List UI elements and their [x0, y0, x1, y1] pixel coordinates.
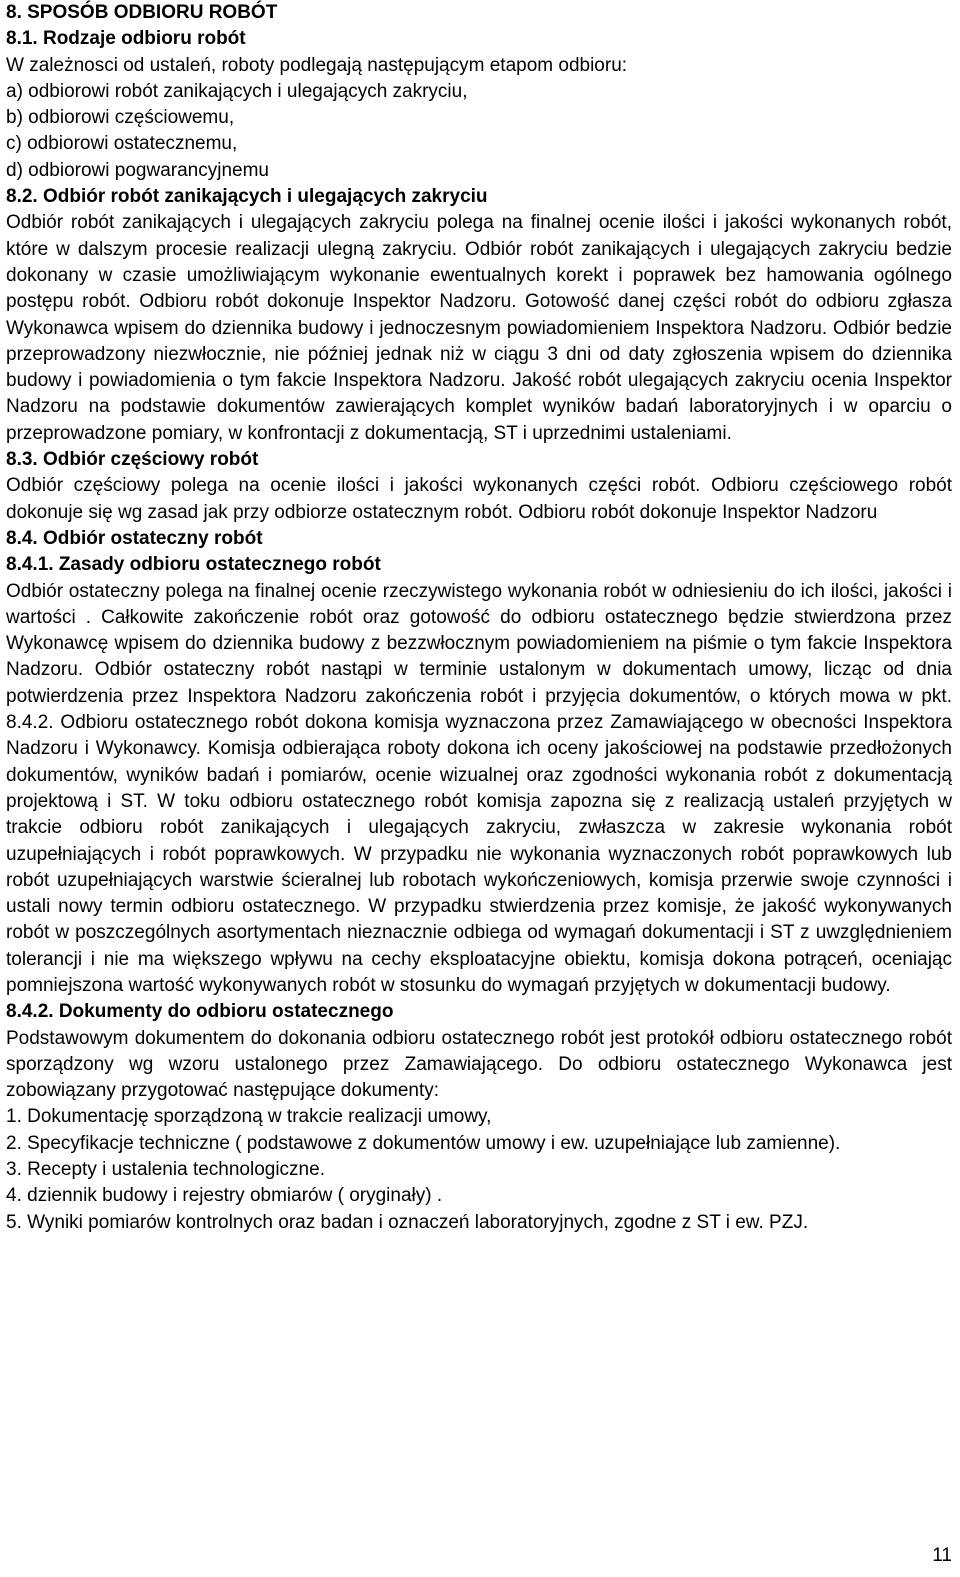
list-item: 4. dziennik budowy i rejestry obmiarów ( oryginały) .	[6, 1185, 443, 1207]
section-8-4-1-body: Odbiór ostateczny polega na finalnej ocenie rzeczywistego wykonania robót w odniesieniu do ich ilości, jakości i wartości . Całkowite zakończenie robót oraz gotowość do odbioru ostatecznego będzie stwierdzona przez Wykonawcę wpisem do dziennika budowy z bezzwłocznym powiadomieniem na piśmie o tym fakcie Inspektora Nadzoru. Odbiór ostateczny robót nastąpi w terminie ustalonym w dokumentach umowy, licząc od dnia potwierdzenia przez Inspektora Nadzoru zakończenia robót i przyjęcia dokumentów, o których mowa w pkt. 8.4.2. Odbioru ostatecznego robót dokona komisja wyznaczona przez Zamawiającego w obecności Inspektora Nadzoru i Wykonawcy. Komisja odbierająca roboty dokona ich oceny jakościowej na podstawie przedłożonych dokumentów, wyników badań i pomiarów, ocenie wizualnej oraz zgodności wykonania robót z dokumentacją projektową i ST. W toku odbioru ostatecznego robót komisja zapozna się z realizacją ustaleń przyjętych w trakcie odbioru robót zanikających i ulegających zakryciu, zwłaszcza w zakresie wykonania robót uzupełniających i robót poprawkowych. W przypadku nie wykonania wyznaczonych robót poprawkowych lub robót uzupełniających warstwie ścieralnej lub robotach wykończeniowych, komisja przerwie swoje czynności i ustali nowy termin odbioru ostatecznego. W przypadku stwierdzenia przez komisje, że jakość wykonywanych robót w poszczególnych asortymentach nieznacznie odbiega od wymagań dokumentacji i ST z uwzględnieniem tolerancji i nie ma większego wpływu na cechy eksploatacyjne obiektu, komisja dokona potrąceń, oceniając pomniejszona wartość wykonywanych robót w stosunku do wymagań przyjętych w dokumentacji budowy.	[6, 580, 952, 996]
section-number: 8.3.	[6, 449, 38, 471]
list-item: b) odbiorowi częściowemu,	[6, 107, 235, 129]
section-8-4-1-heading	[6, 552, 952, 578]
section-number: 8.2.	[6, 186, 38, 208]
list-item: c) odbiorowi ostatecznemu,	[6, 133, 238, 155]
section-number: 8.4.2.	[6, 1001, 54, 1023]
section-title: Odbiór częściowy robót	[42, 449, 259, 471]
list-item: 1. Dokumentację sporządzoną w trakcie realizacji umowy,	[6, 1106, 492, 1128]
document-page	[6, 0, 952, 1236]
section-8-4-2-heading	[6, 999, 952, 1025]
section-title: Dokumenty do odbioru ostatecznego	[58, 1001, 394, 1023]
section-8-3-body: Odbiór częściowy polega na ocenie ilości i jakości wykonanych części robót. Odbioru częściowego robót dokonuje się wg zasad jak przy odbiorze ostatecznym robót. Odbioru robót dokonuje Inspektor Nadzoru	[6, 475, 952, 523]
section-number: 8.4.1.	[6, 554, 54, 576]
section-title: Odbiór ostateczny robót	[42, 527, 263, 549]
section-8-heading: 8. SPOSÓB ODBIORU ROBÓT	[6, 2, 278, 23]
intro-text: W zależnosci od ustaleń, roboty podlegają następującym etapom odbioru:	[6, 54, 628, 76]
list-item: 5. Wyniki pomiarów kontrolnych oraz badan i oznaczeń laboratoryjnych, zgodne z ST i ew. PZJ.	[6, 1211, 809, 1233]
section-title: Odbiór robót zanikających i ulegających zakryciu	[42, 186, 488, 208]
list-item: 2. Specyfikacje techniczne ( podstawowe z dokumentów umowy i ew. uzupełniające lub zamienne).	[6, 1132, 841, 1154]
list-item: a) odbiorowi robót zanikających i ulegających zakryciu,	[6, 80, 468, 102]
section-8-1-heading: 8.1. Rodzaje odbioru robót	[6, 28, 246, 50]
section-title: Zasady odbioru ostatecznego robót	[58, 554, 381, 576]
section-8-2-heading	[6, 184, 952, 210]
page-number: 11	[932, 1545, 952, 1566]
list-item: d) odbiorowi pogwarancyjnemu	[6, 159, 269, 181]
section-number: 8.4.	[6, 527, 38, 549]
section-8-4-2-body: Podstawowym dokumentem do dokonania odbioru ostatecznego robót jest protokół odbioru ostatecznego robót sporządzony wg wzoru ustalonego przez Zamawiającego. Do odbioru ostatecznego Wykonawca jest zobowiązany przygotować następujące dokumenty:	[6, 1027, 952, 1102]
list-item: 3. Recepty i ustalenia technologiczne.	[6, 1159, 325, 1181]
section-8-3-heading	[6, 447, 952, 473]
section-8-4-heading	[6, 526, 952, 552]
section-8-2-body: Odbiór robót zanikających i ulegających zakryciu polega na finalnej ocenie ilości i jakości wykonanych robót, które w dalszym procesie realizacji ulegną zakryciu. Odbiór robót zanikających i ulegających zakryciu bedzie dokonany w czasie umożliwiającym wykonanie ewentualnych korekt i poprawek bez hamowania ogólnego postępu robót. Odbioru robót dokonuje Inspektor Nadzoru. Gotowość danej części robót do odbioru zgłasza Wykonawca wpisem do dziennika budowy i jednoczesnym powiadomieniem Inspektora Nadzoru. Odbiór bedzie przeprowadzony niezwłocznie, nie później jednak niż w ciągu 3 dni od daty zgłoszenia wpisem do dziennika budowy i powiadomienia o tym fakcie Inspektora Nadzoru. Jakość robót ulegających zakryciu ocenia Inspektor Nadzoru na podstawie dokumentów zawierających komplet wyników badań laboratoryjnych i w oparciu o przeprowadzone pomiary, w konfrontacji z dokumentacją, ST i uprzednimi ustaleniami.	[6, 212, 952, 444]
